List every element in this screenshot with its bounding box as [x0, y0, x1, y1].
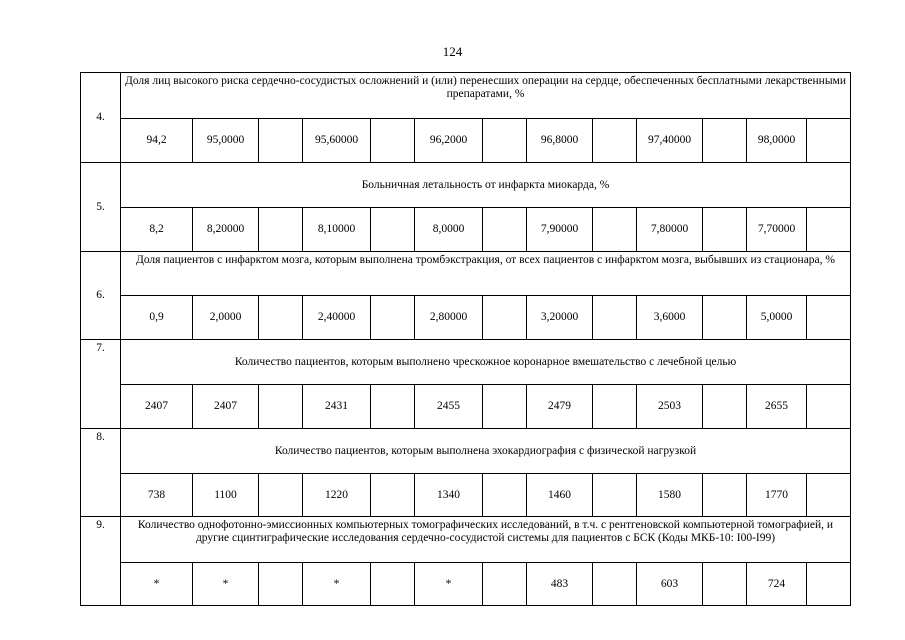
value-cell: 97,40000 — [637, 119, 703, 163]
value-cell: 5,0000 — [747, 296, 807, 340]
value-cell — [807, 563, 851, 606]
table-row — [81, 517, 851, 563]
value-cell — [807, 119, 851, 163]
value-cell — [593, 385, 637, 429]
value-cell — [703, 208, 747, 252]
table-row — [81, 429, 851, 474]
row-number: 5. — [81, 163, 121, 252]
value-cell: 2431 — [303, 385, 371, 429]
indicator-table — [80, 72, 851, 606]
value-cell: 8,2 — [121, 208, 193, 252]
row-number: 6. — [81, 252, 121, 340]
row-number: 7. — [81, 340, 121, 429]
value-cell — [807, 296, 851, 340]
value-cell — [807, 385, 851, 429]
value-cell — [703, 296, 747, 340]
value-cell — [703, 474, 747, 517]
value-cell — [593, 563, 637, 606]
value-cell: 2,0000 — [193, 296, 259, 340]
table-row — [81, 252, 851, 296]
value-cell: 738 — [121, 474, 193, 517]
value-cell: 483 — [527, 563, 593, 606]
value-cell: 95,0000 — [193, 119, 259, 163]
value-cell: 1220 — [303, 474, 371, 517]
value-cell — [371, 563, 415, 606]
value-cell: * — [303, 563, 371, 606]
value-cell: 94,2 — [121, 119, 193, 163]
value-cell: 95,60000 — [303, 119, 371, 163]
value-cell — [259, 385, 303, 429]
indicator-title: Количество пациентов, которым выполнена эхокардиография с физической нагрузкой — [121, 429, 851, 474]
value-cell — [807, 208, 851, 252]
table-row — [81, 163, 851, 208]
value-cell — [371, 474, 415, 517]
value-cell — [371, 385, 415, 429]
value-cell: 2503 — [637, 385, 703, 429]
value-cell — [483, 208, 527, 252]
value-cell: 1770 — [747, 474, 807, 517]
value-cell: 2479 — [527, 385, 593, 429]
table-row — [81, 208, 851, 252]
value-cell: 2407 — [121, 385, 193, 429]
value-cell: 2,80000 — [415, 296, 483, 340]
value-cell: 2455 — [415, 385, 483, 429]
table-row — [81, 296, 851, 340]
value-cell — [593, 208, 637, 252]
value-cell — [593, 474, 637, 517]
value-cell — [483, 474, 527, 517]
value-cell — [483, 563, 527, 606]
indicator-title: Доля лиц высокого риска сердечно-сосудистых осложнений и (или) перенесших операции на сердце, обеспеченных бесплатными лекарственными препаратами, % — [121, 73, 851, 119]
value-cell — [259, 296, 303, 340]
table-row — [81, 474, 851, 517]
value-cell — [259, 474, 303, 517]
value-cell — [483, 296, 527, 340]
indicator-title: Количество однофотонно-эмиссионных компьютерных томографических исследований, в т.ч. с рентгеновской компьютерной томографией, и другие сцинтиграфические исследования сердечно-сосудистой системы для пациентов с БСК (Коды МКБ-10: I00-I99) — [121, 517, 851, 563]
value-cell: 2,40000 — [303, 296, 371, 340]
value-cell — [259, 119, 303, 163]
value-cell: 724 — [747, 563, 807, 606]
value-cell — [483, 119, 527, 163]
value-cell: 7,90000 — [527, 208, 593, 252]
value-cell — [593, 296, 637, 340]
value-cell: 7,80000 — [637, 208, 703, 252]
value-cell: * — [193, 563, 259, 606]
value-cell: 98,0000 — [747, 119, 807, 163]
value-cell: 96,8000 — [527, 119, 593, 163]
value-cell — [259, 563, 303, 606]
value-cell: 3,6000 — [637, 296, 703, 340]
table-row — [81, 340, 851, 385]
indicator-title: Больничная летальность от инфаркта миокарда, % — [121, 163, 851, 208]
table-row — [81, 119, 851, 163]
table-row — [81, 563, 851, 606]
value-cell — [593, 119, 637, 163]
value-cell: 2407 — [193, 385, 259, 429]
value-cell: * — [415, 563, 483, 606]
row-number: 8. — [81, 429, 121, 517]
value-cell — [483, 385, 527, 429]
value-cell — [371, 119, 415, 163]
value-cell — [371, 208, 415, 252]
indicator-title: Количество пациентов, которым выполнено чрескожное коронарное вмешательство с лечебной целью — [121, 340, 851, 385]
value-cell — [703, 119, 747, 163]
value-cell: 8,10000 — [303, 208, 371, 252]
value-cell: 0,9 — [121, 296, 193, 340]
value-cell: 603 — [637, 563, 703, 606]
table-row — [81, 385, 851, 429]
value-cell — [259, 208, 303, 252]
value-cell: * — [121, 563, 193, 606]
value-cell: 7,70000 — [747, 208, 807, 252]
value-cell — [703, 563, 747, 606]
value-cell: 3,20000 — [527, 296, 593, 340]
value-cell — [703, 385, 747, 429]
row-number: 4. — [81, 73, 121, 163]
value-cell: 8,20000 — [193, 208, 259, 252]
value-cell: 1100 — [193, 474, 259, 517]
value-cell: 1340 — [415, 474, 483, 517]
value-cell: 96,2000 — [415, 119, 483, 163]
value-cell: 8,0000 — [415, 208, 483, 252]
value-cell: 1460 — [527, 474, 593, 517]
table-row — [81, 73, 851, 119]
page-number: 124 — [442, 44, 463, 59]
value-cell — [807, 474, 851, 517]
value-cell — [371, 296, 415, 340]
indicator-title: Доля пациентов с инфарктом мозга, которым выполнена тромбэкстракция, от всех пациентов с инфарктом мозга, выбывших из стационара, % — [121, 252, 851, 296]
value-cell: 1580 — [637, 474, 703, 517]
value-cell: 2655 — [747, 385, 807, 429]
row-number: 9. — [81, 517, 121, 606]
